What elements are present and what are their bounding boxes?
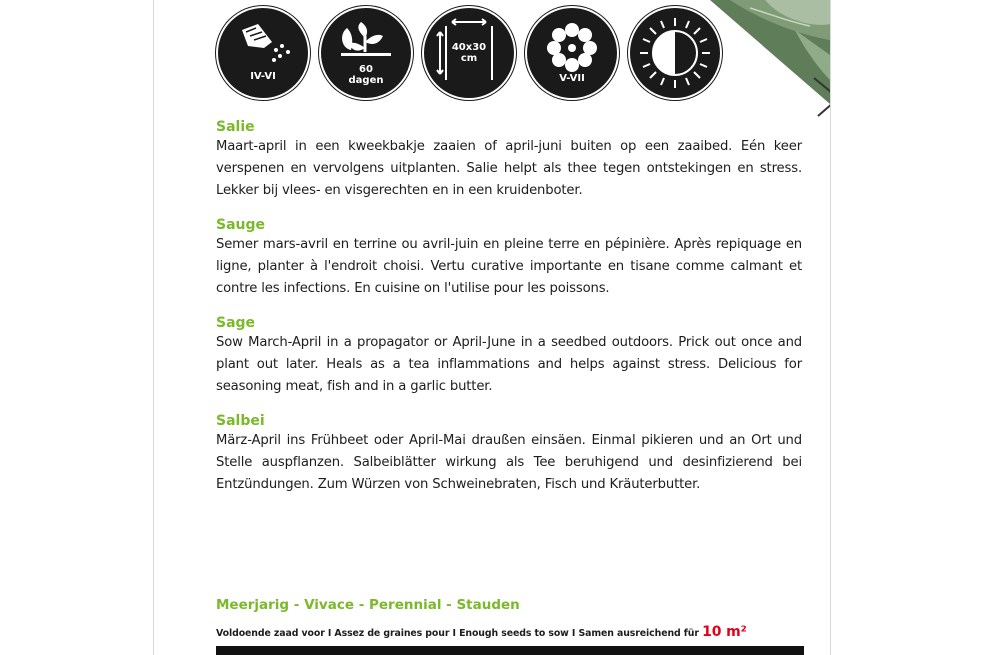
- section-text: Semer mars-avril en terrine ou avril-juin en pleine terre en pépinière. Après repiquage en ligne, planter à l'endroit choisi. Vertu curative importante en tisane comme calmant et contre les infections. En cuisine on l'utilise pour les poissons.: [216, 237, 802, 296]
- icon-row: [216, 6, 746, 98]
- flowering-period-label: V-VII: [559, 73, 585, 84]
- section-english: [216, 314, 802, 398]
- sun-icon: [628, 6, 722, 100]
- days-value: 60: [359, 64, 373, 75]
- enough-seeds-text: Voldoende zaad voor I Assez de graines pour I Enough seeds to sow I Samen ausreichend für: [216, 628, 699, 639]
- section-text: März-April ins Frühbeet oder April-Mai draußen einsäen. Einmal pikieren und an Ort und Stelle auspflanzen. Salbeiblätter wirkung als Tee beruhigend und desinfizierend bei Entzündungen. Zum Würzen von Schweinebraten, Fisch und Kräuterbutter.: [216, 433, 802, 492]
- enough-seeds-amount: 10 m²: [702, 624, 747, 640]
- section-dutch: [216, 118, 802, 202]
- seedling-icon: [319, 6, 413, 100]
- spacing-value: 40x30: [451, 42, 487, 53]
- sowing-period-label: IV-VI: [250, 71, 276, 82]
- seed-packet-back: [153, 0, 831, 655]
- lifecycle-tagline: Meerjarig - Vivace - Perennial - Stauden: [216, 597, 520, 613]
- spacing-unit: cm: [460, 53, 478, 64]
- bottom-bar: [216, 646, 804, 655]
- days-unit: dagen: [348, 75, 384, 86]
- section-german: [216, 412, 802, 496]
- section-text: Sow March-April in a propagator or April-June in a seedbed outdoors. Prick out once and plant out later. Heals as a tea inflammations and helps against stress. Delicious for seasoning meat, fish and in a garlic butter.: [216, 335, 802, 394]
- description-sections: [216, 118, 802, 510]
- sowing-hand-icon: [216, 6, 310, 100]
- section-french: [216, 216, 802, 300]
- enough-seeds-line: [216, 624, 806, 640]
- spacing-icon: [422, 6, 516, 100]
- section-title: Sauge: [216, 217, 266, 233]
- section-text: Maart-april in een kweekbakje zaaien of april-juni buiten op een zaaibed. Eén keer verspenen en vervolgens uitplanten. Salie helpt als thee tegen ontstekingen en stress. Lekker bij vlees- en visgerechten en in een kruidenboter.: [216, 139, 802, 198]
- section-title: Salie: [216, 119, 255, 135]
- flower-icon: [525, 6, 619, 100]
- scissors-icon: [808, 72, 831, 124]
- section-title: Salbei: [216, 413, 265, 429]
- section-title: Sage: [216, 315, 256, 331]
